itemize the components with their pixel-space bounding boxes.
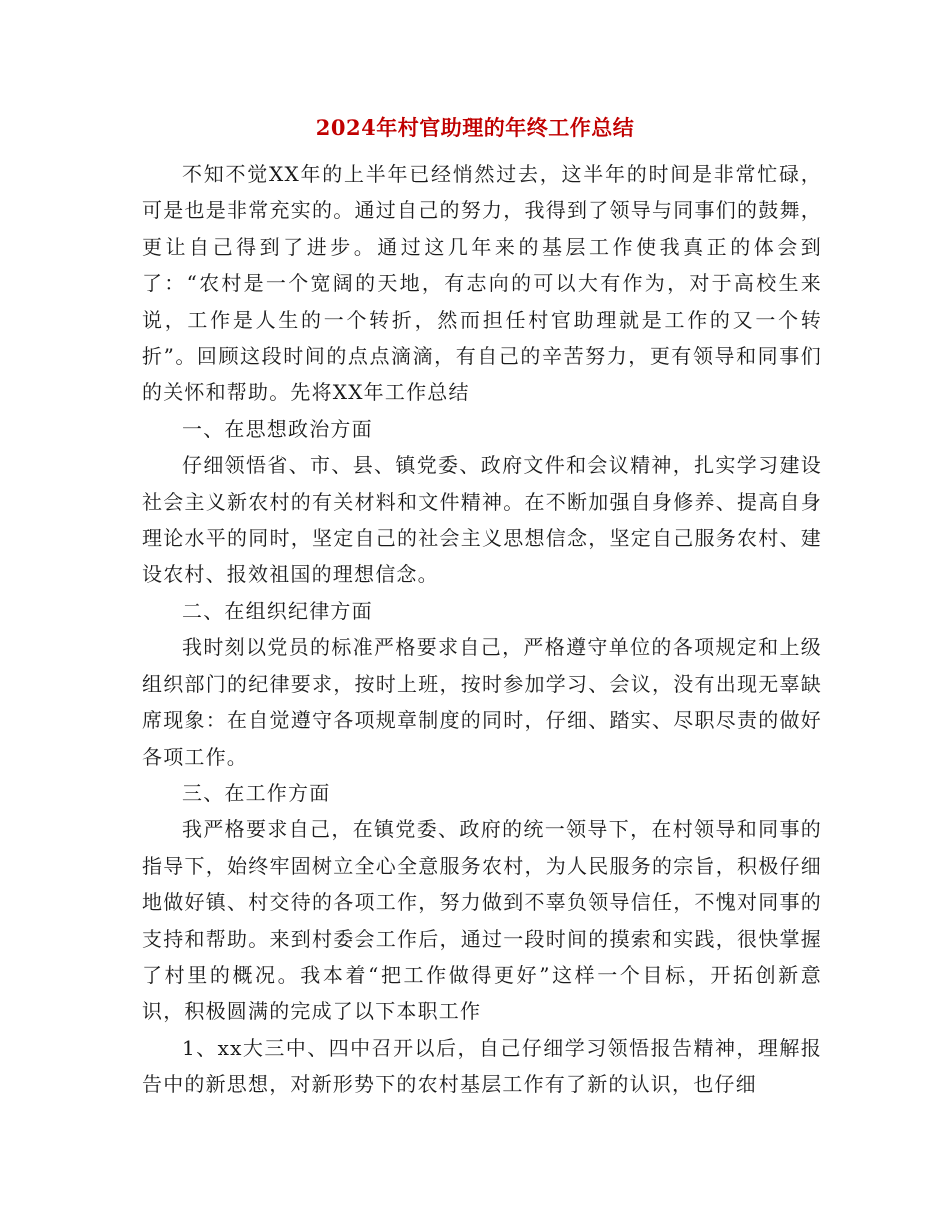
paragraph-item-1: 1、xx大三中、四中召开以后，自己仔细学习领悟报告精神，理解报告中的新思想，对新形势下的农村基层工作有了新的认识，也仔细 <box>142 1035 822 1097</box>
section-heading-discipline: 二、在组织纪律方面 <box>182 598 373 623</box>
paragraph-politics: 仔细领悟省、市、县、镇党委、政府文件和会议精神，扎实学习建设社会主义新农村的有关材料和文件精神。在不断加强自身修养、提高自身理论水平的同时，坚定自己的社会主义思想信念，坚定自己服务农村、建设农村、报效祖国的理想信念。 <box>142 453 822 587</box>
paragraph-intro: 不知不觉XX年的上半年已经悄然过去，这半年的时间是非常忙碌，可是也是非常充实的。通过自己的努力，我得到了领导与同事们的鼓舞，更让自己得到了进步。通过这几年来的基层工作使我真正的体会到了：“农村是一个宽阔的天地，有志向的可以大有作为，对于高校生来说，工作是人生的一个转折，然而担任村官助理就是工作的又一个转折”。回顾这段时间的点点滴滴，有自己的辛苦努力，更有领导和同事们的关怀和帮助。先将XX年工作总结 <box>142 162 822 405</box>
paragraph-discipline: 我时刻以党员的标准严格要求自己，严格遵守单位的各项规定和上级组织部门的纪律要求，按时上班，按时参加学习、会议，没有出现无辜缺席现象：在自觉遵守各项规章制度的同时，仔细、踏实、尽职尽责的做好各项工作。 <box>142 635 822 769</box>
document-title: 2024年村官助理的年终工作总结 <box>315 115 635 140</box>
document-body <box>142 156 822 1103</box>
section-heading-work: 三、在工作方面 <box>182 780 331 805</box>
section-heading-politics: 一、在思想政治方面 <box>182 416 373 441</box>
paragraph-work: 我严格要求自己，在镇党委、政府的统一领导下，在村领导和同事的指导下，始终牢固树立全心全意服务农村，为人民服务的宗旨，积极仔细地做好镇、村交待的各项工作，努力做到不辜负领导信任，不愧对同事的支持和帮助。来到村委会工作后，通过一段时间的摸索和实践，很快掌握了村里的概况。我本着“把工作做得更好”这样一个目标，开拓创新意识，积极圆满的完成了以下本职工作 <box>142 817 822 1024</box>
